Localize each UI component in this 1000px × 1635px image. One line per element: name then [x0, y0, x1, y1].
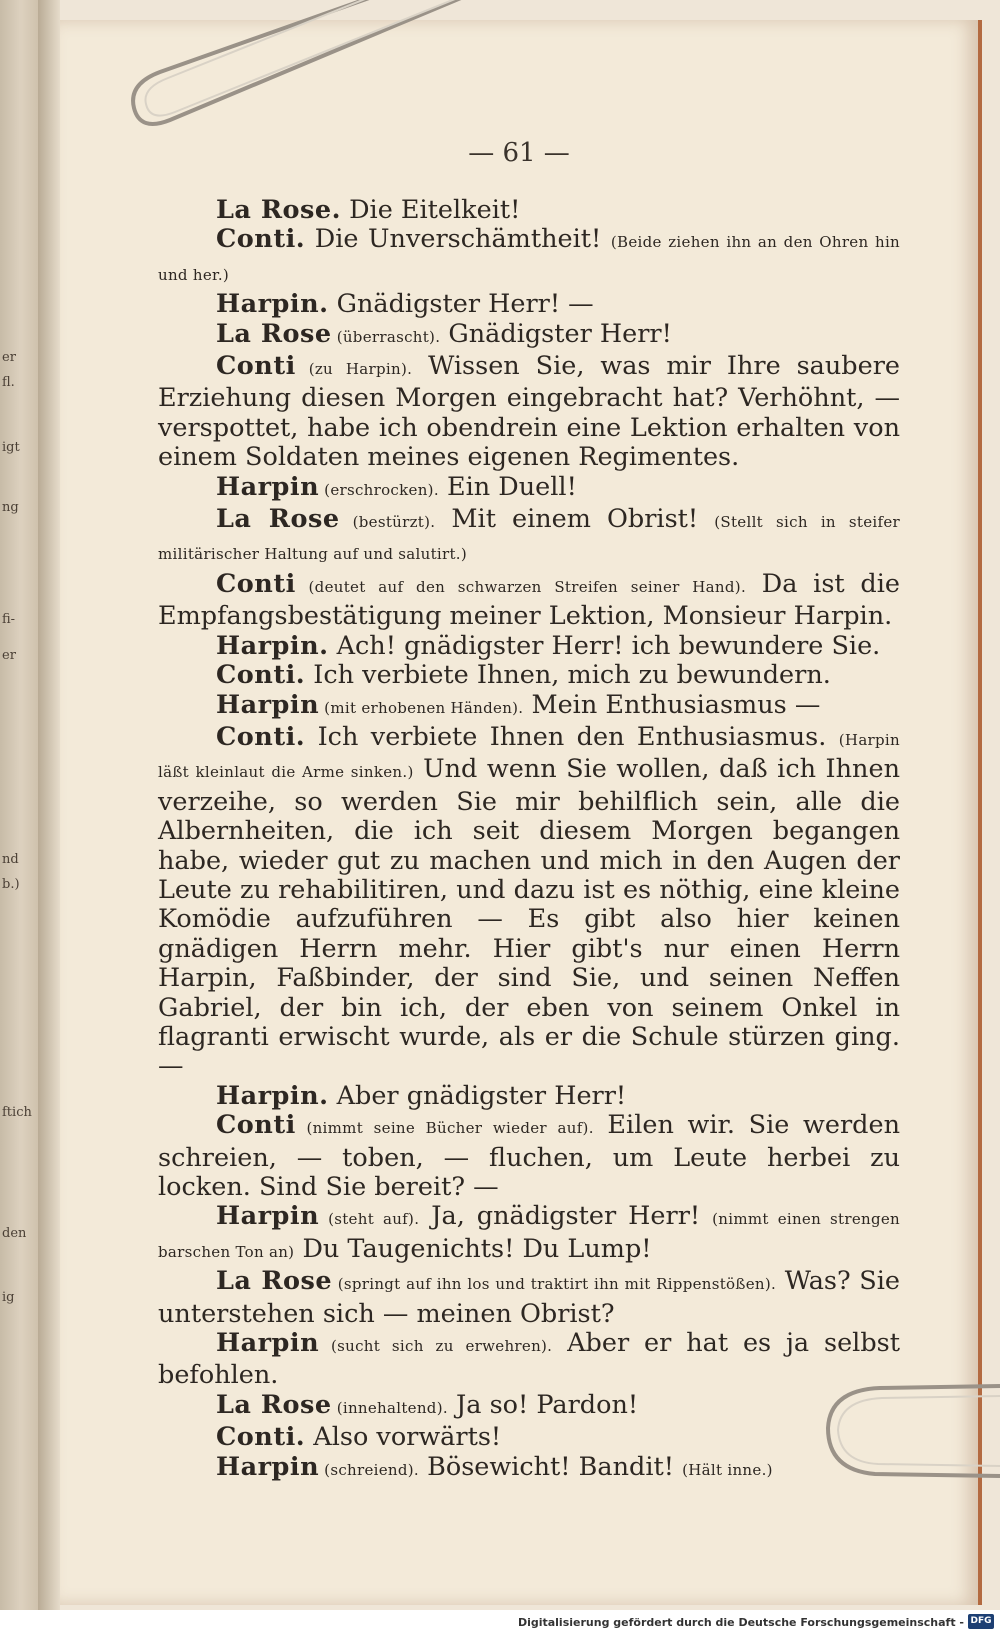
speech-line — [158, 1082, 900, 1111]
speech-line — [158, 1267, 900, 1329]
speaker-name: Harpin. — [216, 1080, 329, 1111]
dialogue-text: Gnädigster Herr! — — [328, 289, 594, 320]
speaker-name: Conti. — [216, 721, 306, 752]
speaker-name: Harpin. — [216, 289, 329, 320]
dialogue-text: Ach! gnädigster Herr! ich bewundere Sie. — [328, 630, 881, 661]
speaker-name: Conti — [216, 568, 296, 599]
dialogue-text: Da ist die Empfangsbestätigung meiner Lektion, Monsieur Harpin. — [158, 568, 900, 632]
dialogue-text: Mit einem Obrist! — [435, 504, 715, 535]
dialogue-text: Mein Enthusiasmus — — [523, 689, 821, 720]
speech-line — [158, 352, 900, 473]
speech-line — [158, 632, 900, 661]
speaker-name: La Rose — [216, 1266, 333, 1297]
speaker-name: Conti — [216, 1110, 296, 1141]
margin-fragment: ng — [2, 500, 19, 515]
dialogue-text: Aber gnädigster Herr! — [328, 1080, 627, 1111]
stage-direction: (deutet auf den schwarzen Streifen seiner Hand). — [295, 577, 747, 596]
stage-direction: (mit erhobenen Händen). — [319, 698, 524, 717]
stage-direction: (nimmt seine Bücher wieder auf). — [295, 1119, 594, 1138]
speaker-name: La Rose — [216, 1389, 332, 1420]
stage-direction: (springt auf ihn los und traktirt ihn mit Rippenstößen). — [332, 1275, 777, 1294]
speaker-name: La Rose. — [216, 195, 341, 225]
footer-credit: Digitalisierung gefördert durch die Deutsche Forschungsgemeinschaft - — [517, 1616, 964, 1629]
dialogue-text: Wissen Sie, was mir Ihre saubere Erziehung diesen Morgen eingebracht hat? Verhöhnt, — verspottet, habe ich obendrein eine Lektion erhalten von einem Soldaten meines eigenen Regimentes. — [158, 351, 900, 473]
dfg-logo: DFG — [968, 1614, 994, 1629]
dialogue-text: Eilen wir. Sie werden schreien, — toben, — fluchen, um Leute herbei zu locken. Sind Sie bereit? — — [158, 1110, 900, 1202]
speaker-name: Harpin — [216, 1328, 320, 1359]
speech-line — [158, 1202, 900, 1267]
dialogue-text: Bösewicht! Bandit! — [419, 1451, 683, 1482]
dialogue-text: Ja, gnädigster Herr! — [419, 1201, 713, 1232]
speech-line — [158, 1111, 900, 1202]
dialogue-text: Die Eitelkeit! — [341, 195, 521, 225]
margin-fragment: ftich — [2, 1105, 32, 1120]
margin-fragment: b.) — [2, 877, 20, 892]
book-page — [60, 20, 982, 1605]
speech-line — [158, 1423, 900, 1452]
speech-line — [158, 196, 900, 225]
page-text — [158, 196, 900, 1485]
stage-direction: (zu Harpin). — [295, 360, 413, 379]
margin-fragment: den — [2, 1226, 27, 1241]
dialogue-text: Was? Sie unterstehen sich — meinen Obrist? — [158, 1266, 900, 1329]
speaker-name: Harpin. — [216, 630, 329, 661]
margin-fragment: er — [2, 648, 16, 663]
margin-fragment: nd — [2, 852, 19, 867]
page-number: — 61 — — [468, 138, 570, 168]
dialogue-text: Gnädigster Herr! — [440, 318, 672, 349]
speaker-name: Conti. — [216, 224, 306, 255]
stage-direction: (Stellt sich in steifer militärischer Haltung auf und salutirt.) — [158, 513, 901, 564]
stage-direction: (schreiend). — [319, 1460, 419, 1479]
speaker-name: Harpin — [216, 1201, 320, 1232]
speech-line — [158, 505, 900, 570]
dialogue-text: Ja so! Pardon! — [447, 1389, 639, 1420]
speech-line — [158, 1329, 900, 1391]
dialogue-text: Ein Duell! — [438, 471, 577, 502]
speech-line — [158, 290, 900, 319]
dialogue-text: Ich verbiete Ihnen, mich zu bewundern. — [305, 660, 831, 691]
digitization-footer — [0, 1610, 1000, 1635]
speaker-name: Harpin — [216, 689, 320, 720]
stage-direction: (nimmt einen strengen barschen Ton an) — [158, 1210, 901, 1261]
speaker-name: Harpin — [216, 1451, 320, 1482]
speech-line — [158, 1453, 900, 1485]
margin-fragment: fi- — [2, 612, 16, 627]
speaker-name: La Rose — [216, 318, 332, 349]
dialogue-text: Die Unverschämtheit! — [305, 224, 611, 255]
speech-line — [158, 570, 900, 632]
speaker-name: Conti — [216, 351, 296, 382]
speech-line — [158, 1391, 900, 1423]
stage-direction: (überrascht). — [331, 327, 441, 346]
margin-fragment: fl. — [2, 375, 15, 390]
stage-direction: (Harpin läßt kleinlaut die Arme sinken.) — [158, 730, 900, 782]
speech-line — [158, 225, 900, 290]
book-gutter — [38, 0, 60, 1610]
margin-fragment: er — [2, 350, 16, 365]
speech-line — [158, 691, 900, 723]
speech-line — [158, 723, 900, 1082]
speaker-name: Harpin — [216, 471, 320, 502]
speaker-name: Conti. — [216, 1422, 306, 1453]
speaker-name: Conti. — [216, 660, 306, 691]
dialogue-text: Du Taugenichts! Du Lump! — [294, 1233, 652, 1264]
speaker-name: La Rose — [216, 504, 340, 535]
dialogue-text: Und wenn Sie wollen, daß ich Ihnen verzeihe, so werden Sie mir behilflich sein, alle die Albernheiten, die ich seit diesem Morgen begangen habe, wieder gut zu machen und mich in den Augen der Leute zu rehabilitiren, und dazu ist es nöthig, eine kleine Komödie aufzuführen — Es gibt also hier keinen gnädigen Herrn mehr. Hier gibt's nur einen Herrn Harpin, Faßbinder, der sind Sie, und seinen Neffen Gabriel, der bin ich, der eben von seinem Onkel in flagranti erwischt wurde, als er die Schule stürzen ging. — — [158, 754, 900, 1082]
margin-fragment: ig — [2, 1290, 15, 1305]
dialogue-text: Also vorwärts! — [305, 1422, 502, 1453]
stage-direction: (steht auf). — [319, 1210, 420, 1229]
adjacent-page-edge — [0, 0, 38, 1610]
speech-line — [158, 661, 900, 690]
stage-direction: (Hält inne.) — [682, 1460, 773, 1479]
stage-direction: (sucht sich zu erwehren). — [319, 1337, 553, 1356]
dialogue-text: Aber er hat es ja selbst befohlen. — [158, 1328, 900, 1391]
margin-fragment: igt — [2, 440, 20, 455]
stage-direction: (bestürzt). — [339, 513, 436, 532]
speech-line — [158, 473, 900, 505]
dialogue-text: Ich verbiete Ihnen den Enthusiasmus. — [305, 721, 839, 752]
stage-direction: (innehaltend). — [331, 1398, 448, 1417]
stage-direction: (Beide ziehen ihn an den Ohren hin und her.) — [158, 233, 900, 284]
stage-direction: (erschrocken). — [319, 480, 439, 499]
speech-line — [158, 320, 900, 352]
